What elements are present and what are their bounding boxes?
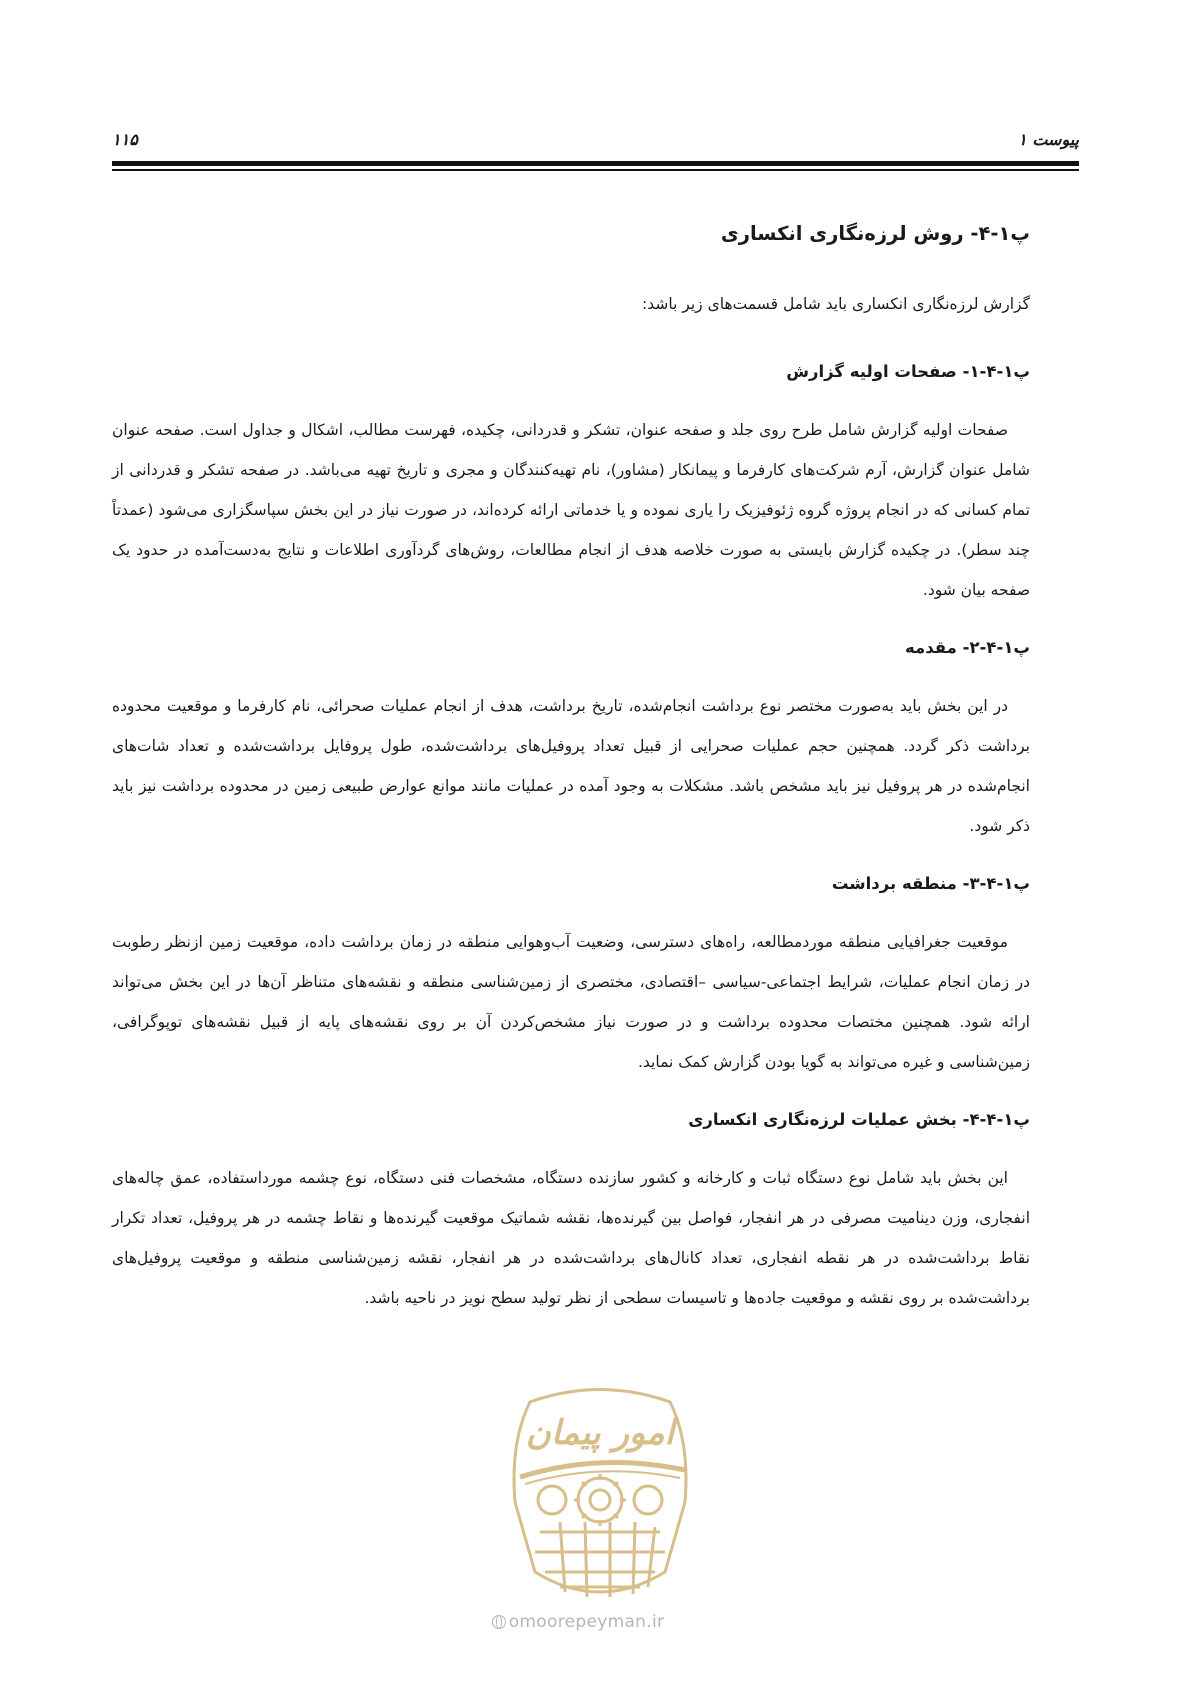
page-number: ۱۱۵: [112, 130, 138, 149]
subsection-title-refraction-operations: پ۱-۴-۴- بخش عملیات لرزه‌نگاری انکساری: [688, 1110, 1030, 1129]
header-rule-thin: [112, 169, 1079, 171]
page-header: [112, 130, 1079, 152]
paragraph-survey-area: موقعیت جغرافیایی منطقه موردمطالعه، راه‌های دسترسی، وضعیت آب‌وهوایی منطقه در زمان برداشت داده، موقعیت زمین ازنظر رطوبت در زمان انجام عملیات، شرایط اجتماعی-سیاسی –اقتصادی، مختصری از زمین‌شناسی منطقه و نقشه‌های متناظر آن‌ها در این بخش می‌تواند ارائه شود. همچنین مختصات محدوده برداشت و در صورت نیاز مشخص‌کردن آن بر روی نقشه‌های پایه از قبیل نقشه‌های توپوگرافی، زمین‌شناسی و غیره می‌تواند به گویا بودن گزارش کمک نماید.: [112, 933, 1030, 1071]
globe-icon: [492, 1615, 506, 1629]
paragraph-refraction-operations: این بخش باید شامل نوع دستگاه ثبات و کارخانه و کشور سازنده دستگاه، مشخصات فنی دستگاه، نوع چشمه مورداستفاده، عمق چاله‌های انفجاری، وزن دینامیت مصرفی در هر انفجار، فواصل بین گیرنده‌ها، نقشه شماتیک موقعیت گیرنده‌ها و نقاط چشمه در هر پروفیل، تعداد تکرار نقاط برداشت‌شده در هر نقطه انفجاری، تعداد کانال‌های برداشت‌شده در هر انفجار، نقشه زمین‌شناسی منطقه و موقعیت پروفیل‌های برداشت‌شده بر روی نقشه و موقعیت جاده‌ها و تاسیسات سطحی از نظر تولید سطح نویز در ناحیه باشد.: [112, 1169, 1030, 1307]
subsection-title-front-pages: پ۱-۴-۱- صفحات اولیه گزارش: [786, 362, 1030, 381]
subsection-title-introduction: پ۱-۴-۲- مقدمه: [905, 638, 1030, 657]
svg-text:امور پیمان: امور پیمان: [525, 1413, 675, 1453]
document-body: [112, 220, 1030, 1342]
paragraph-introduction: در این بخش باید به‌صورت مختصر نوع برداشت انجام‌شده، تاریخ برداشت، هدف از انجام عملیات صحرائی، نام کارفرما و موقعیت محدوده برداشت ذکر گردد. همچنین حجم عملیات صحرایی از قبیل تعداد پروفیل‌های برداشت‌شده، طول پروفایل برداشت‌شده و تعداد شات‌های انجام‌شده در هر پروفیل نیز باید مشخص باشد. مشکلات به وجود آمده در عملیات مانند موانع عوارض طبیعی زمین در محدوده برداشت نیز باید ذکر شود.: [112, 697, 1030, 835]
watermark-url: [468, 1612, 688, 1632]
header-rule-thick: [112, 161, 1079, 166]
paragraph-front-pages: صفحات اولیه گزارش شامل طرح روی جلد و صفحه عنوان، تشکر و قدردانی، چکیده، فهرست مطالب، اشکال و جداول است. صفحه عنوان شامل عنوان گزارش، آرم شرکت‌های کارفرما و پیمانکار (مشاور)، نام تهیه‌کنندگان و مجری و تاریخ تهیه می‌باشد. در صفحه تشکر و قدردانی از تمام کسانی که در انجام پروژه گروه ژئوفیزیک را یاری نموده و یا خدماتی ارائه کرده‌اند، در صورت نیاز در این بخش سپاسگزاری می‌شود (عمدتاً چند سطر). در چکیده گزارش بایستی به صورت خلاصه هدف از انجام مطالعات، روش‌های گردآوری اطلاعات و نتایج به‌دست‌آمده در حدود یک صفحه بیان شود.: [112, 421, 1030, 599]
watermark-logo-icon: [490, 1382, 710, 1608]
watermark-url-text: omoorepeyman.ir: [508, 1612, 665, 1632]
running-title: پیوست ۱: [1018, 130, 1079, 149]
section-title: پ۱-۴- روش لرزه‌نگاری انکساری: [720, 222, 1030, 245]
section-intro: گزارش لرزه‌نگاری انکساری باید شامل قسمت‌های زیر باشد:: [642, 295, 1030, 313]
subsection-title-survey-area: پ۱-۴-۳- منطقه برداشت: [831, 874, 1030, 893]
